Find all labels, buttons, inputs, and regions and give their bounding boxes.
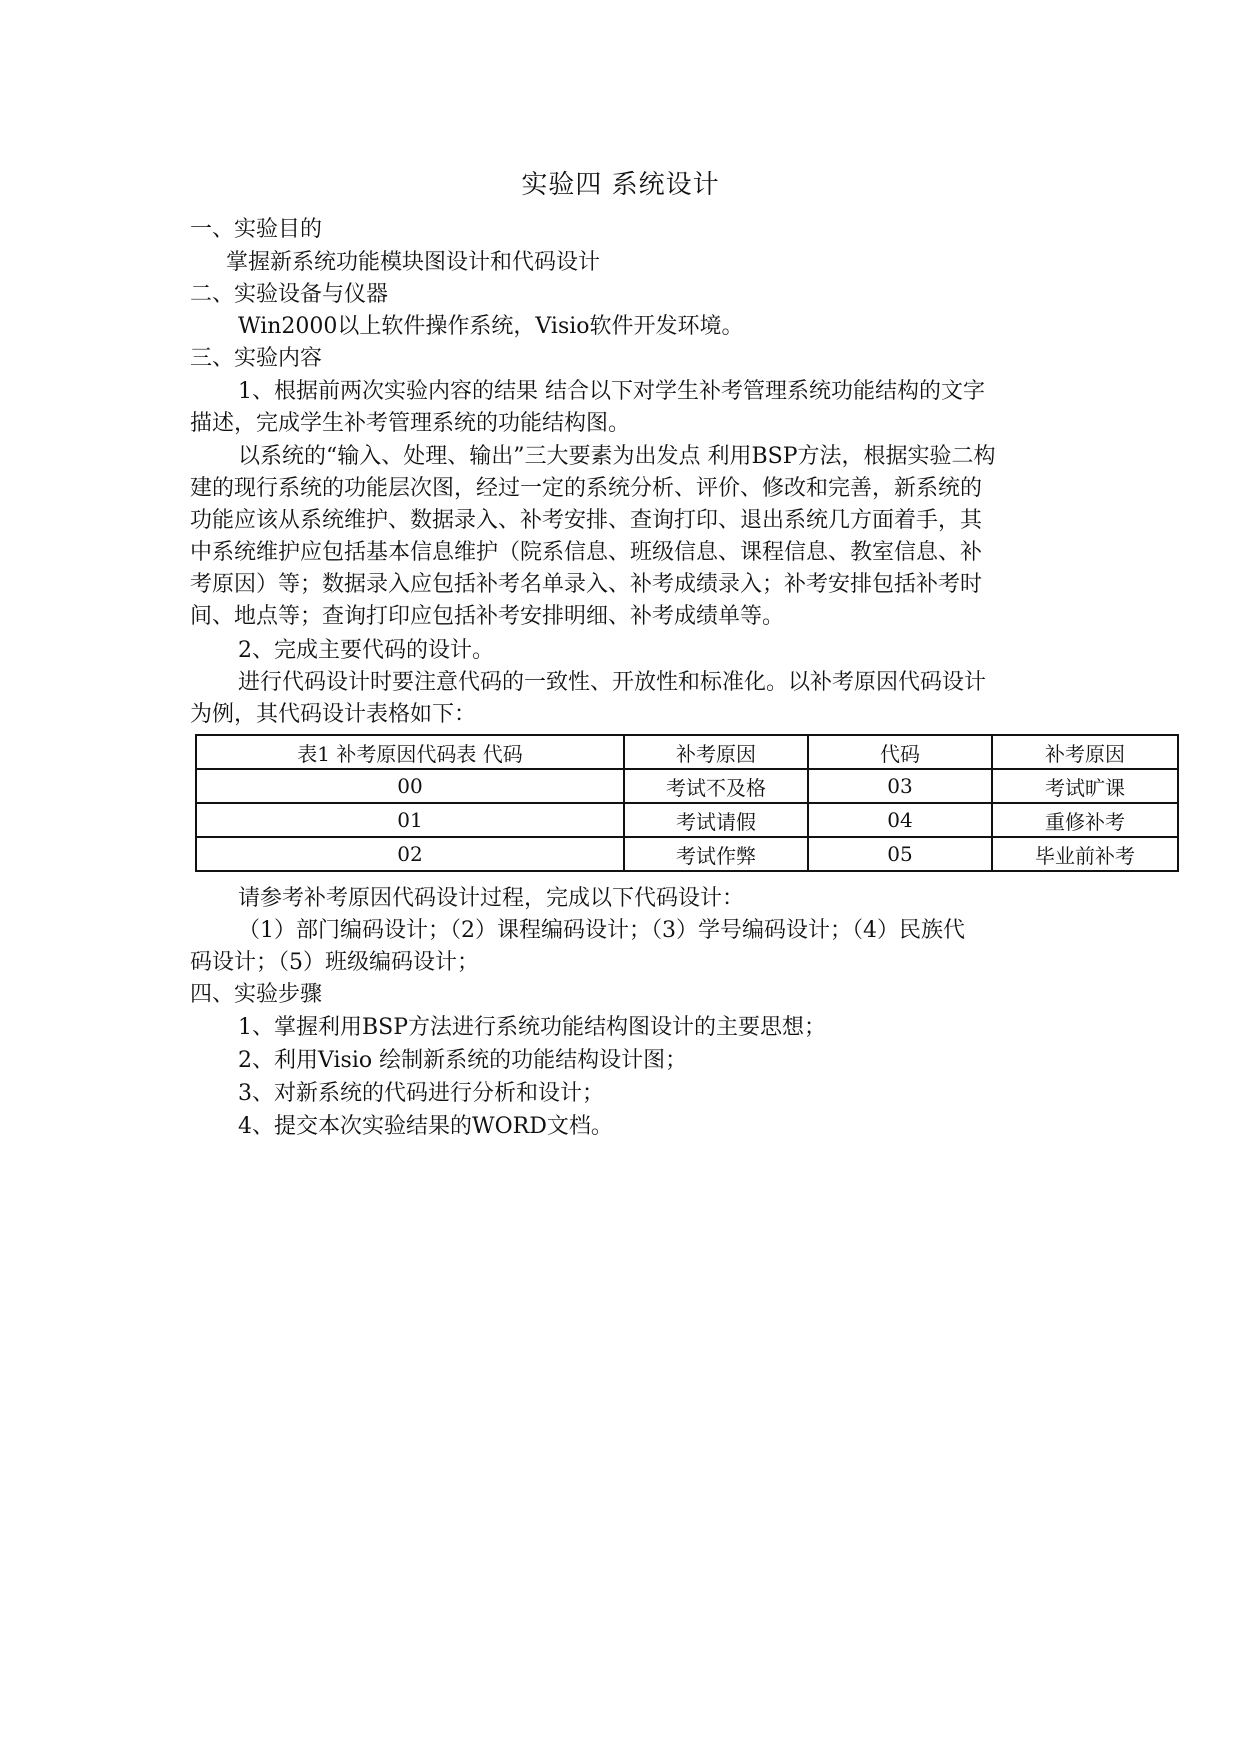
section-1-heading: 一、实验目的	[190, 217, 323, 242]
table-cell: 05	[808, 837, 992, 871]
paragraph-line: 建的现行系统的功能层次图，经过一定的系统分析、评价、修改和完善，新系统的	[190, 476, 983, 501]
paragraph-line: 功能应该从系统维护、数据录入、补考安排、查询打印、退出系统几方面着手，其	[190, 508, 983, 533]
section-1-text: 掌握新系统功能模块图设计和代码设计	[226, 250, 601, 275]
page-title: 实验四 系统设计	[521, 170, 720, 200]
table-row	[196, 769, 1178, 803]
table-cell: 考试作弊	[624, 837, 808, 871]
step-item: 2、利用Visio 绘制新系统的功能结构设计图；	[238, 1048, 688, 1073]
table-row	[196, 837, 1178, 871]
paragraph-line: 为例，其代码设计表格如下：	[190, 702, 477, 727]
table-cell: 表1 补考原因代码表 代码	[196, 735, 624, 769]
table-cell: 补考原因	[624, 735, 808, 769]
paragraph-line: 中系统维护应包括基本信息维护（院系信息、班级信息、课程信息、教室信息、补	[190, 540, 983, 565]
paragraph-line: 码设计；（5）班级编码设计；	[190, 950, 479, 975]
paragraph-line: 间、地点等；查询打印应包括补考安排明细、补考成绩单等。	[190, 604, 785, 629]
section-2-text: Win2000以上软件操作系统，Visio软件开发环境。	[238, 314, 744, 339]
table-cell: 考试不及格	[624, 769, 808, 803]
paragraph-line: 请参考补考原因代码设计过程，完成以下代码设计：	[238, 886, 745, 911]
table-cell: 01	[196, 803, 624, 837]
step-item: 1、掌握利用BSP方法进行系统功能结构图设计的主要思想；	[238, 1015, 827, 1040]
table-cell: 03	[808, 769, 992, 803]
paragraph-line: 描述，完成学生补考管理系统的功能结构图。	[190, 411, 631, 436]
paragraph-line: 1、根据前两次实验内容的结果 结合以下对学生补考管理系统功能结构的文字	[238, 379, 985, 404]
paragraph-line: 进行代码设计时要注意代码的一致性、开放性和标准化。以补考原因代码设计	[238, 670, 987, 695]
section-3-heading: 三、实验内容	[190, 346, 323, 371]
paragraph-line: 以系统的“输入、处理、输出”三大要素为出发点 利用BSP方法，根据实验二构	[238, 444, 996, 469]
step-item: 4、提交本次实验结果的WORD文档。	[238, 1114, 613, 1139]
table-header-row	[196, 735, 1178, 769]
table-cell: 00	[196, 769, 624, 803]
paragraph-line: 考原因）等；数据录入应包括补考名单录入、补考成绩录入；补考安排包括补考时	[190, 572, 983, 597]
table-cell: 02	[196, 837, 624, 871]
table-cell: 重修补考	[992, 803, 1178, 837]
table-cell: 04	[808, 803, 992, 837]
section-2-heading: 二、实验设备与仪器	[190, 282, 389, 307]
paragraph-line: （1）部门编码设计；（2）课程编码设计；（3）学号编码设计；（4）民族代	[238, 918, 965, 943]
table-cell: 毕业前补考	[992, 837, 1178, 871]
table-cell: 考试请假	[624, 803, 808, 837]
paragraph-line: 2、完成主要代码的设计。	[238, 638, 494, 663]
reason-code-table	[195, 734, 1179, 872]
table-cell: 代码	[808, 735, 992, 769]
table-cell: 考试旷课	[992, 769, 1178, 803]
table-cell: 补考原因	[992, 735, 1178, 769]
table-row	[196, 803, 1178, 837]
step-item: 3、对新系统的代码进行分析和设计；	[238, 1081, 604, 1106]
section-4-heading: 四、实验步骤	[190, 982, 323, 1007]
